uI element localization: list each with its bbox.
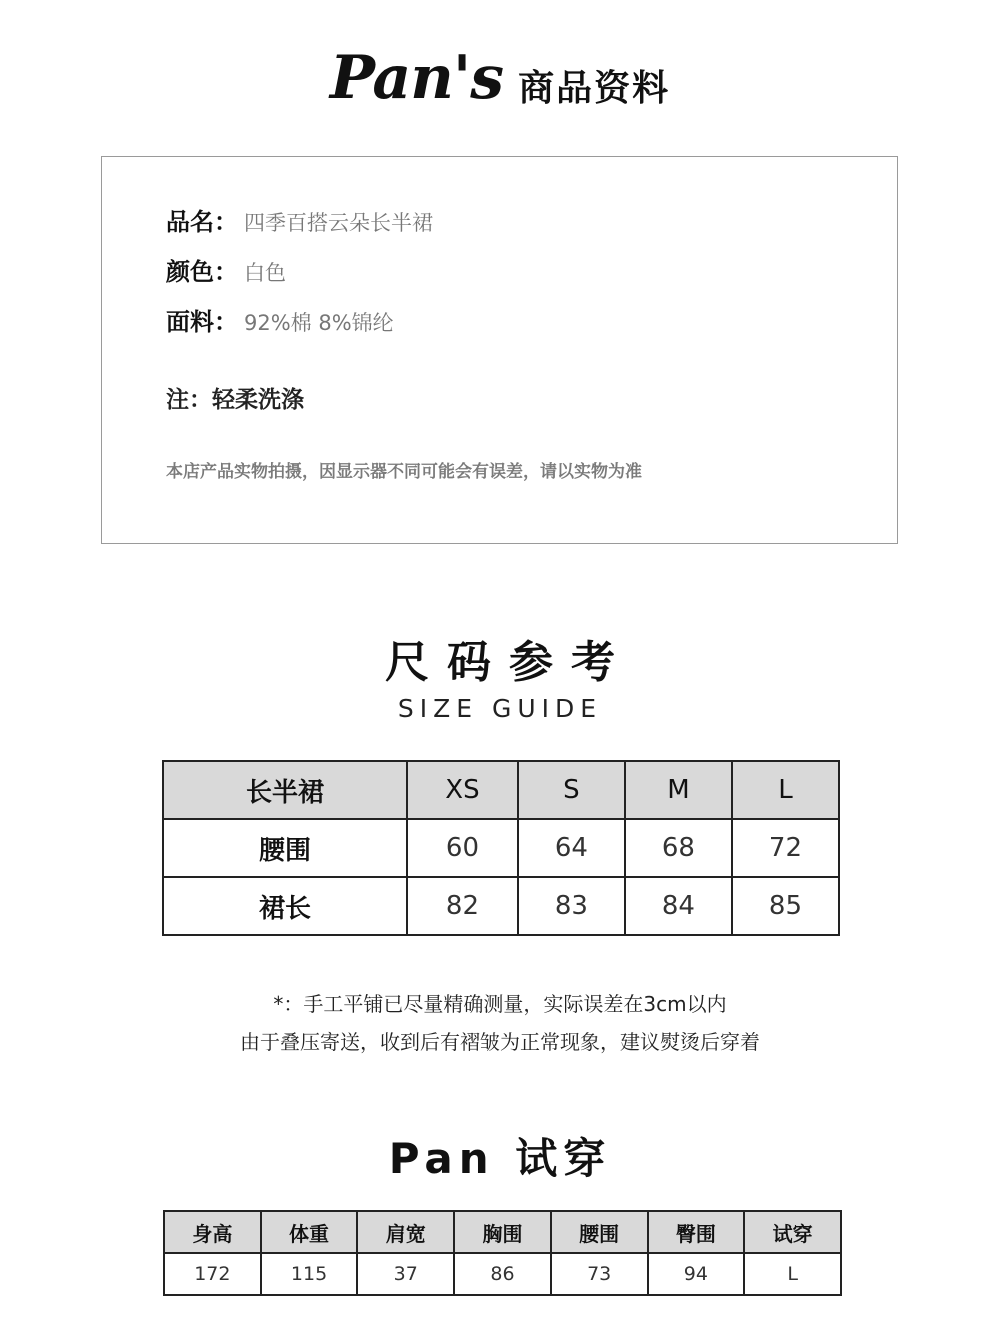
product-fabric-value: 92%棉 8%锦纶	[244, 311, 394, 335]
fitting-value-cell: 86	[454, 1253, 551, 1295]
row-label: 腰围	[163, 819, 407, 877]
size-header-cell: L	[732, 761, 839, 819]
fitting-header-cell: 胸围	[454, 1211, 551, 1253]
fitting-header-cell: 试穿	[744, 1211, 841, 1253]
table-row	[163, 877, 839, 935]
size-header-cell: 长半裙	[163, 761, 407, 819]
table-cell: 84	[625, 877, 732, 935]
size-guide-subtitle: SIZE GUIDE	[397, 694, 603, 723]
care-note: 注：轻柔洗涤	[166, 387, 304, 413]
fitting-value-cell: L	[744, 1253, 841, 1295]
product-name-value: 四季百搭云朵长半裙	[244, 211, 433, 235]
fitting-header-cell: 肩宽	[357, 1211, 454, 1253]
product-fabric-row	[166, 307, 394, 339]
table-cell: 82	[407, 877, 518, 935]
size-table-header	[163, 761, 839, 819]
product-color-row	[166, 257, 286, 289]
table-row	[163, 819, 839, 877]
table-cell: 64	[518, 819, 625, 877]
table-cell: 83	[518, 877, 625, 935]
table-cell: 60	[407, 819, 518, 877]
fitting-header-cell: 臀围	[648, 1211, 745, 1253]
fitting-table	[163, 1210, 842, 1296]
fitting-header-cell: 身高	[164, 1211, 261, 1253]
size-header-cell: M	[625, 761, 732, 819]
product-name-row	[166, 207, 433, 239]
fitting-value-cell: 115	[261, 1253, 358, 1295]
fitting-value-cell: 37	[357, 1253, 454, 1295]
size-header-cell: S	[518, 761, 625, 819]
fitting-table-header	[164, 1211, 841, 1253]
fitting-header-cell: 腰围	[551, 1211, 648, 1253]
fitting-value-cell: 73	[551, 1253, 648, 1295]
product-color-value: 白色	[244, 261, 286, 285]
product-color-label: 颜色：	[166, 258, 238, 286]
wrinkle-note: 由于叠压寄送，收到后有褶皱为正常现象，建议熨烫后穿着	[240, 1030, 760, 1054]
fitting-value-cell: 172	[164, 1253, 261, 1295]
product-name-label: 品名：	[166, 208, 238, 236]
brand-logo: Pan's	[329, 43, 504, 113]
disclaimer: 本店产品实物拍摄，因显示器不同可能会有误差，请以实物为准	[166, 462, 642, 482]
table-cell: 85	[732, 877, 839, 935]
page-title: 商品资料	[518, 67, 671, 109]
product-fabric-label: 面料：	[166, 308, 238, 336]
size-header-cell: XS	[407, 761, 518, 819]
fitting-title: Pan 试穿	[388, 1134, 612, 1183]
table-cell: 72	[732, 819, 839, 877]
table-row	[164, 1253, 841, 1295]
fitting-value-cell: 94	[648, 1253, 745, 1295]
page-header	[0, 38, 1000, 118]
row-label: 裙长	[163, 877, 407, 935]
product-info-box	[101, 156, 898, 544]
size-guide-title: 尺码参考	[385, 637, 633, 688]
size-table	[162, 760, 840, 936]
fitting-header-cell: 体重	[261, 1211, 358, 1253]
table-cell: 68	[625, 819, 732, 877]
measurement-note: *：手工平铺已尽量精确测量，实际误差在3cm以内	[273, 992, 727, 1016]
